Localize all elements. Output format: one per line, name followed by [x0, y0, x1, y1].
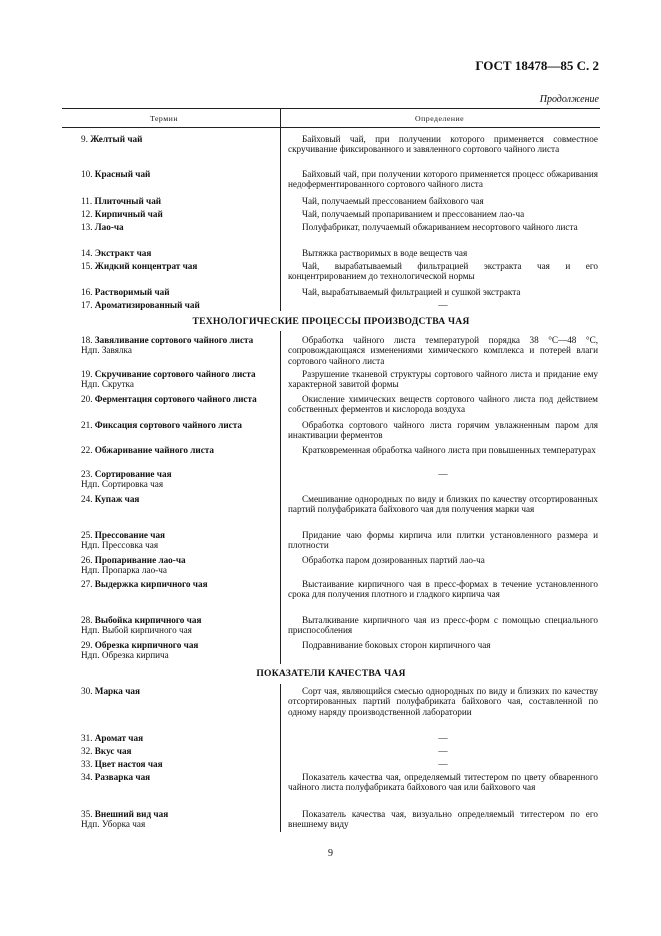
definition-dash: —: [438, 759, 448, 769]
term-cell: 16. Растворимый чай: [81, 287, 170, 297]
term-cell: 21. Фиксация сортового чайного листа: [81, 420, 242, 430]
continuation-label: Продолжение: [539, 94, 599, 105]
definition-cell: Обработка чайного листа температурой порядка 38 °С—48 °С, сопровождающаяся изменениями химического комплекса и потерей влаги сортового чайного листа: [288, 335, 598, 366]
definition-cell: Чай, получаемый пропариванием и прессованием лао-ча: [302, 209, 525, 219]
definition-cell: Байховый чай, при получении которого применяется совместное скручивание фиксированного и завяленного сортового чайного листа: [288, 134, 598, 155]
definition-cell: Смешивание однородных по виду и близких по качеству отсортированных партий полуфабриката байхового чая для получения марки чая: [288, 494, 598, 515]
table-top-rule: [62, 108, 600, 109]
term-cell: 30. Марка чая: [81, 686, 140, 696]
column-header-term: Термин: [150, 114, 178, 123]
definition-cell: Выстаивание кирпичного чая в пресс-формах в течение установленного срока для получения плотного и гладкого кирпича чая: [288, 579, 598, 600]
term-cell: 22. Обжаривание чайного листа: [81, 445, 215, 455]
definition-cell: Вытяжка растворимых в воде веществ чая: [302, 248, 468, 258]
term-cell: 26. Пропаривание лао-ча Ндп. Пропарка лао-ча: [81, 555, 186, 576]
definition-dash: —: [438, 746, 448, 756]
term-cell: 14. Экстракт чая: [81, 248, 152, 258]
definition-cell: Чай, получаемый прессованием байхового чая: [302, 196, 484, 206]
term-cell: 32. Вкус чая: [81, 746, 132, 756]
definition-cell: Показатель качества чая, определяемый титестером по цвету обваренного чайного листа полуфабриката байхового чая или байхового чая: [288, 772, 598, 793]
term-cell: 23. Сортирование чая Ндп. Сортировка чая: [81, 469, 172, 490]
definition-cell: Окисление химических веществ сортового чайного листа под действием собственных ферментов и кислорода воздуха: [288, 394, 598, 415]
term-cell: 17. Ароматизированный чай: [81, 300, 200, 310]
definition-cell: Обработка паром дозированных партий лао-ча: [302, 555, 485, 565]
definition-cell: Байховый чай, при получении которого применяется процесс обжаривания недоферментированного сортового чайного листа: [288, 169, 598, 190]
term-cell: 29. Обрезка кирпичного чая Ндп. Обрезка кирпича: [81, 640, 199, 661]
term-cell: 31. Аромат чая: [81, 733, 144, 743]
term-cell: 25. Прессование чая Ндп. Прессовка чая: [81, 530, 166, 551]
definition-cell: Чай, вырабатываемый фильтрацией экстракта чая и его концентрированием до технологической нормы: [288, 261, 598, 282]
definition-cell: Сорт чая, являющийся смесью однородных по виду и близких по качеству отсортированных партий полуфабриката байхового чая, составленной по одному наряду производственной лаборатории: [288, 686, 598, 717]
table-header-rule: [62, 127, 600, 128]
term-cell: 12. Кирпичный чай: [81, 209, 163, 219]
term-cell: 24. Купаж чая: [81, 494, 140, 504]
definition-dash: —: [438, 300, 448, 310]
term-cell: 27. Выдержка кирпичного чая: [81, 579, 208, 589]
section-heading-quality: ПОКАЗАТЕЛИ КАЧЕСТВА ЧАЯ: [62, 668, 600, 679]
document-header: ГОСТ 18478—85 С. 2: [475, 58, 599, 73]
definition-dash: —: [438, 469, 448, 479]
definition-cell: Придание чаю формы кирпича или плитки установленного размера и плотности: [288, 530, 598, 551]
term-cell: 20. Ферментация сортового чайного листа: [81, 394, 257, 404]
definition-cell: Полуфабрикат, получаемый обжариванием несортового чайного листа: [302, 222, 578, 232]
term-cell: 19. Скручивание сортового чайного листа Ндп. Скрутка: [81, 369, 256, 390]
definition-cell: Чай, вырабатываемый фильтрацией и сушкой экстракта: [302, 287, 521, 297]
term-cell: 10. Красный чай: [81, 169, 151, 179]
term-cell: 9. Желтый чай: [81, 134, 143, 144]
definition-cell: Подравнивание боковых сторон кирпичного чая: [302, 640, 491, 650]
definition-cell: Кратковременная обработка чайного листа при повышенных температурах: [302, 445, 596, 455]
definition-cell: Обработка сортового чайного листа горячим увлажненным паром для инактивации ферментов: [288, 420, 598, 441]
page-number: 9: [328, 848, 333, 859]
section-heading-processes: ТЕХНОЛОГИЧЕСКИЕ ПРОЦЕССЫ ПРОИЗВОДСТВА ЧАЯ: [62, 316, 600, 327]
term-cell: 18. Завяливание сортового чайного листа Ндп. Завялка: [81, 335, 254, 356]
term-cell: 15. Жидкий концентрат чая: [81, 261, 198, 271]
term-cell: 28. Выбойка кирпичного чая Ндп. Выбой кирпичного чая: [81, 615, 202, 636]
definition-cell: Выталкивание кирпичного чая из пресс-форм с помощью специального приспособления: [288, 615, 598, 636]
definition-cell: Показатель качества чая, визуально определяемый титестером по его внешнему виду: [288, 809, 598, 830]
term-cell: 35. Внешний вид чая Ндп. Уборка чая: [81, 809, 169, 830]
definition-dash: —: [438, 733, 448, 743]
column-header-definition: Определение: [415, 114, 465, 123]
term-cell: 13. Лао-ча: [81, 222, 124, 232]
definition-cell: Разрушение тканевой структуры сортового чайного листа и придание ему характерной завитой формы: [288, 369, 598, 390]
term-cell: 34. Разварка чая: [81, 772, 151, 782]
term-cell: 33. Цвет настоя чая: [81, 759, 163, 769]
column-divider: [280, 108, 281, 127]
term-cell: 11. Плиточный чай: [81, 196, 162, 206]
